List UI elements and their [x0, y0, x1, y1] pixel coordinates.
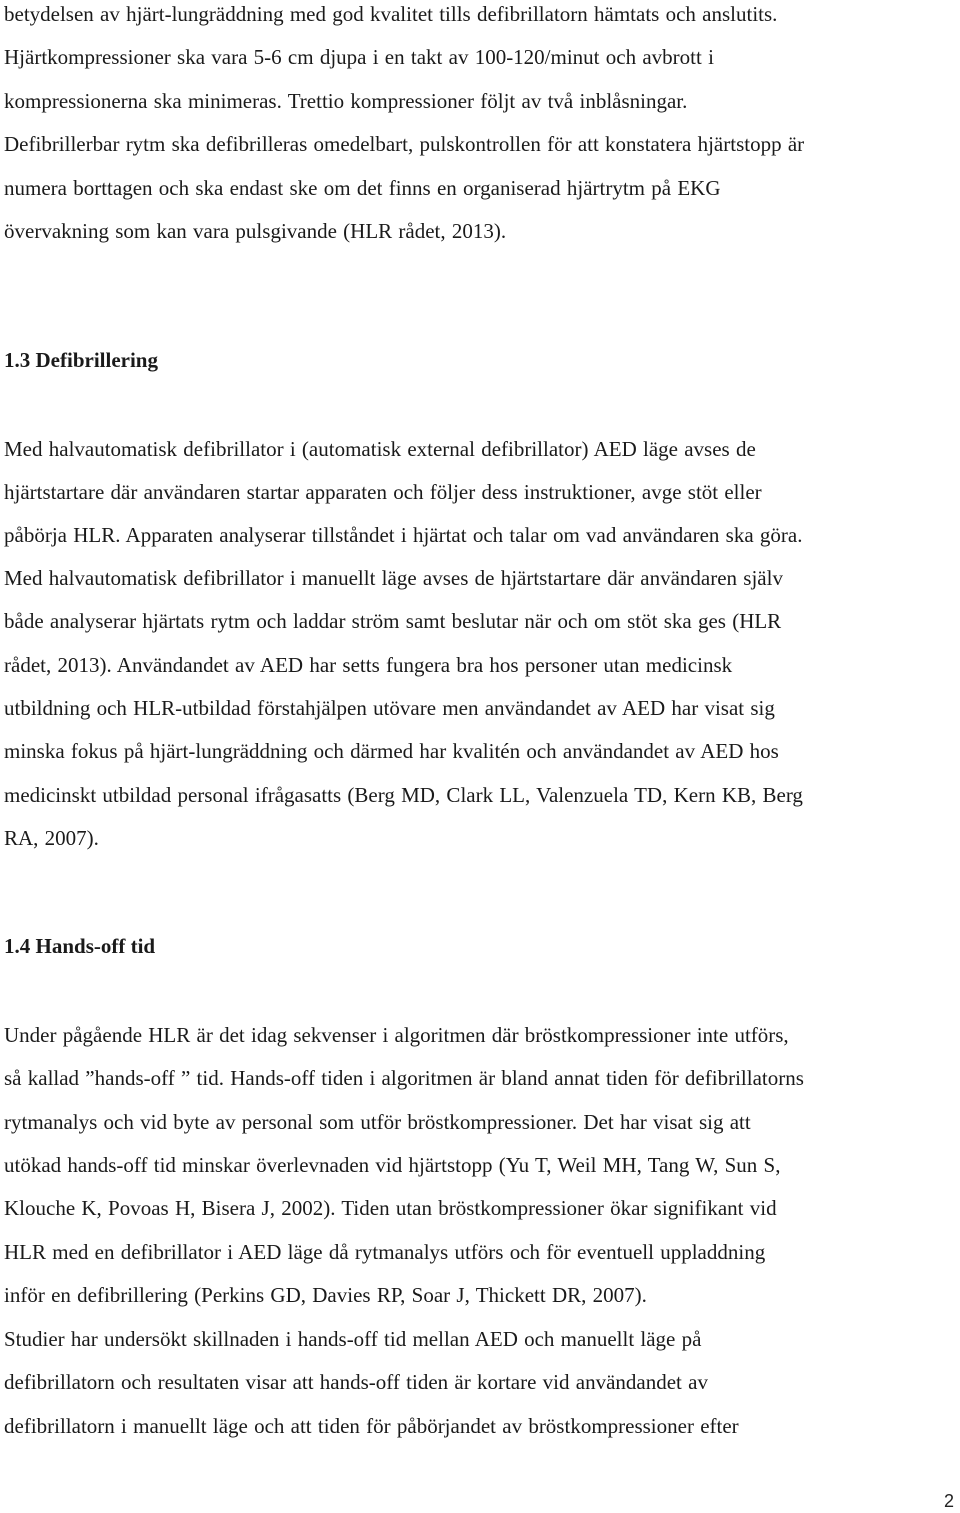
page-number: 2 — [943, 1491, 954, 1511]
paragraph-line: defibrillatorn och resultaten visar att hands-off tiden är kortare vid användandet av — [4, 1370, 708, 1394]
paragraph-line: Under pågående HLR är det idag sekvenser i algoritmen där bröstkompressioner inte utförs, — [4, 1023, 789, 1047]
paragraph-line: RA, 2007). — [4, 826, 99, 850]
paragraph-line: Med halvautomatisk defibrillator i (automatisk external defibrillator) AED läge avses de — [4, 437, 756, 461]
paragraph-line: defibrillatorn i manuellt läge och att tiden för påbörjandet av bröstkompressioner efter — [4, 1414, 739, 1438]
paragraph-line: HLR med en defibrillator i AED läge då rytmanalys utförs och för eventuell uppladdning — [4, 1240, 766, 1264]
paragraph-line: kompressionerna ska minimeras. Trettio kompressioner följt av två inblåsningar. — [4, 89, 688, 113]
paragraph-line: Med halvautomatisk defibrillator i manuellt läge avses de hjärtstartare där användaren själv — [4, 566, 783, 590]
paragraph-line: utbildning och HLR-utbildad förstahjälpen utövare men användandet av AED har visat sig — [4, 696, 775, 720]
paragraph-line: påbörja HLR. Apparaten analyserar tillståndet i hjärtat och talar om vad användaren ska göra. — [4, 523, 803, 547]
paragraph-line: Defibrillerbar rytm ska defibrilleras omedelbart, pulskontrollen för att konstatera hjärtstopp är — [4, 132, 805, 156]
paragraph-line: hjärtstartare där användaren startar apparaten och följer dess instruktioner, avge stöt eller — [4, 480, 762, 504]
paragraph-line: Klouche K, Povoas H, Bisera J, 2002). Tiden utan bröstkompressioner ökar signifikant vid — [4, 1196, 777, 1220]
paragraph-line: både analyserar hjärtats rytm och laddar ström samt beslutar när och om stöt ska ges (HLR — [4, 609, 782, 633]
paragraph-line: inför en defibrillering (Perkins GD, Davies RP, Soar J, Thickett DR, 2007). — [4, 1283, 647, 1307]
paragraph-line: medicinskt utbildad personal ifrågasatts (Berg MD, Clark LL, Valenzuela TD, Kern KB, Berg — [4, 783, 803, 807]
paragraph-line: utökad hands-off tid minskar överlevnaden vid hjärtstopp (Yu T, Weil MH, Tang W, Sun S, — [4, 1153, 781, 1177]
paragraph-line: rytmanalys och vid byte av personal som utför bröstkompressioner. Det har visat sig att — [4, 1110, 751, 1134]
section-heading-1-3: 1.3 Defibrillering — [4, 348, 158, 372]
paragraph-line: numera borttagen och ska endast ske om det finns en organiserad hjärtrytm på EKG — [4, 176, 721, 200]
paragraph-line: minska fokus på hjärt-lungräddning och därmed har kvalitén och användandet av AED hos — [4, 739, 779, 763]
paragraph-line: så kallad ”hands-off ” tid. Hands-off tiden i algoritmen är bland annat tiden för defibrillatorns — [4, 1066, 804, 1090]
paragraph-line: Studier har undersökt skillnaden i hands-off tid mellan AED och manuellt läge på — [4, 1327, 702, 1351]
paragraph-line: betydelsen av hjärt-lungräddning med god kvalitet tills defibrillatorn hämtats och anslutits. — [4, 2, 778, 26]
paragraph-line: Hjärtkompressioner ska vara 5-6 cm djupa i en takt av 100-120/minut och avbrott i — [4, 45, 714, 69]
paragraph-line: övervakning som kan vara pulsgivande (HLR rådet, 2013). — [4, 219, 507, 243]
section-heading-1-4: 1.4 Hands-off tid — [4, 934, 156, 958]
paragraph-line: rådet, 2013). Användandet av AED har setts fungera bra hos personer utan medicinsk — [4, 653, 733, 677]
